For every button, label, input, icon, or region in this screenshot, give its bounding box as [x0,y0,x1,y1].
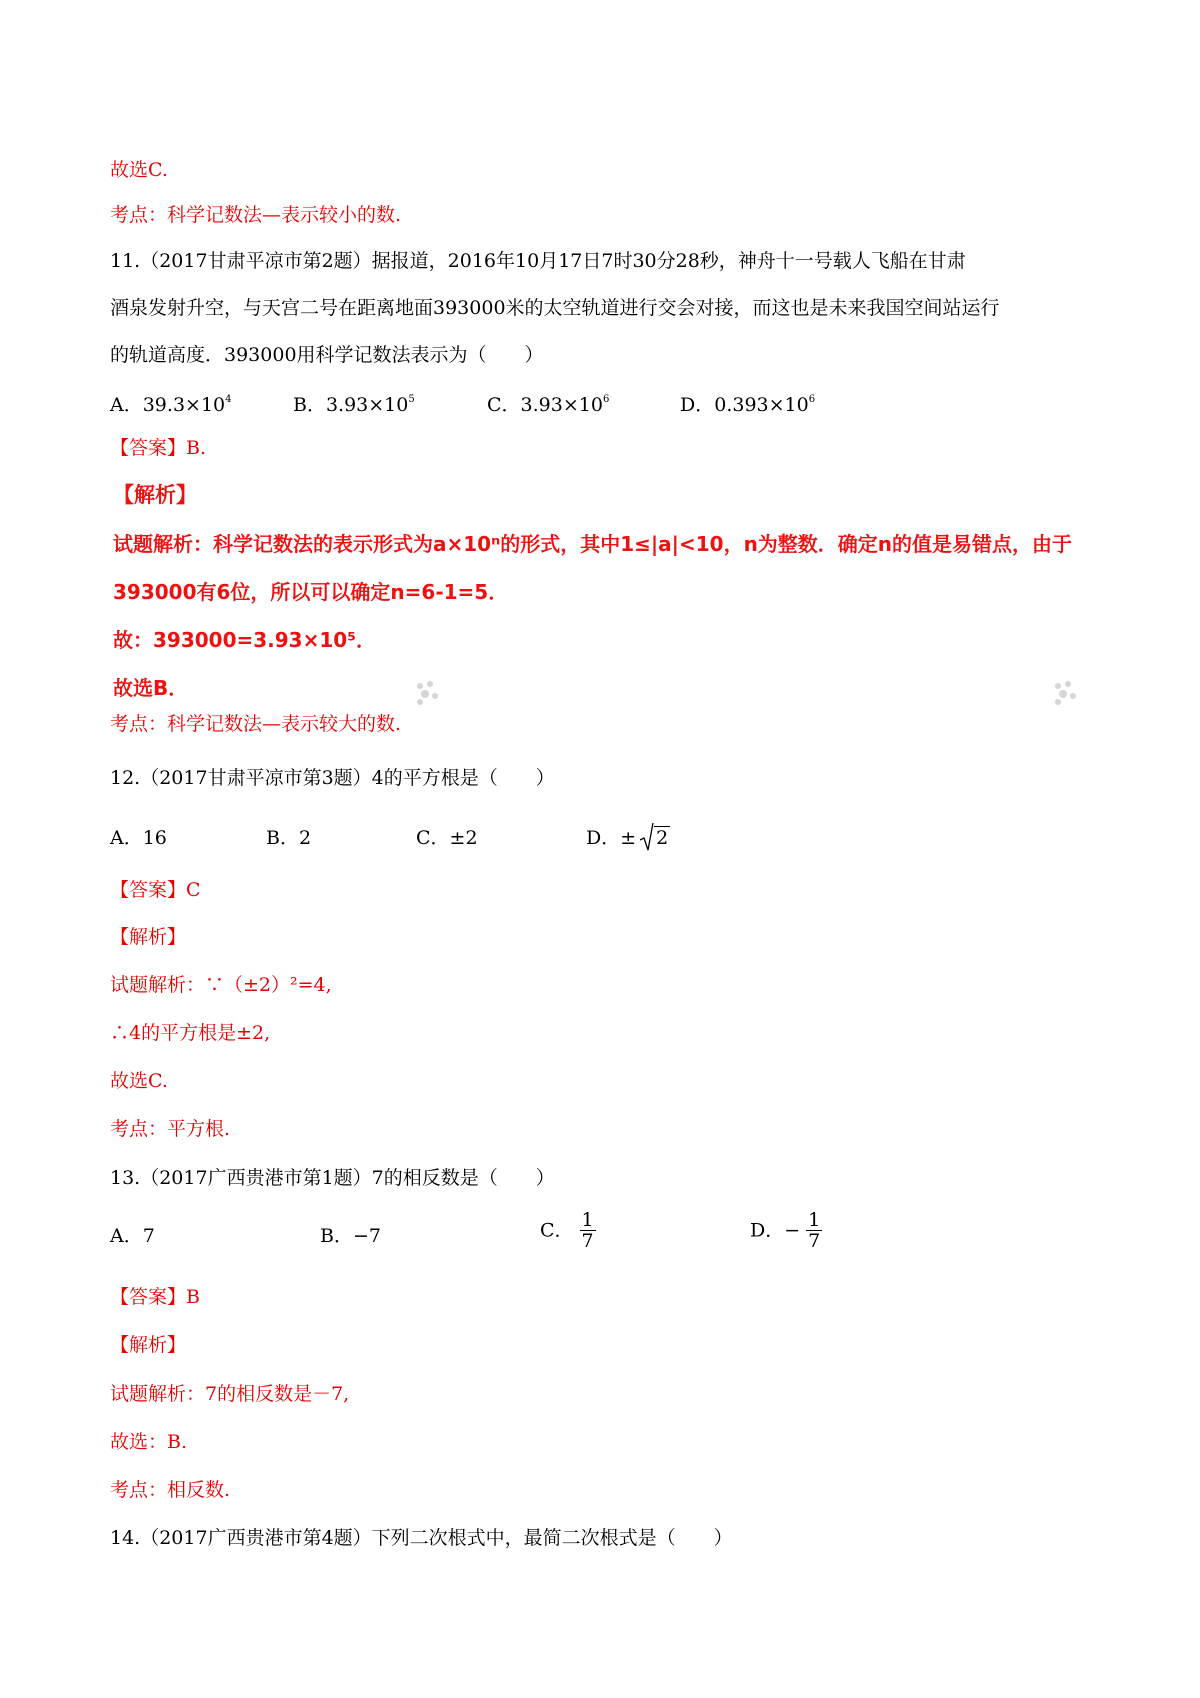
q11-stem-3: 的轨道高度．393000用科学记数法表示为（ ） [110,344,544,366]
q11-option-a-exp: 4 [225,394,232,405]
q13-option-c [540,1210,596,1251]
q12-stem: 12.（2017甘肃平凉市第3题）4的平方根是（ ） [110,767,555,789]
q11-option-b-exp: 5 [408,394,415,405]
q12-option-d-label: D．± [586,827,637,849]
q13-option-d-numerator: 1 [808,1209,821,1231]
q13-option-c-denominator: 7 [581,1230,594,1252]
q11-stem-1: 11.（2017甘肃平凉市第2题）据报道，2016年10月17日7时30分28秒，神舟十一号载人飞船在甘肃 [110,250,966,272]
q12-option-d [586,826,670,850]
q11-option-a-label: A．39.3×10 [110,394,226,416]
q13-explain-2: 故选：B. [110,1431,188,1453]
q12-explain-3: 故选C. [110,1070,168,1092]
q11-option-c [487,388,609,417]
q13-option-d-fraction [806,1210,822,1251]
watermark-mark-icon [1048,676,1082,710]
line-topic: 考点：科学记数法—表示较小的数. [110,204,402,226]
q11-explain-2: 393000有6位，所以可以确定n=6-1=5． [113,580,509,604]
q13-option-c-fraction [580,1210,596,1251]
q11-option-a [110,388,232,417]
q11-explain-4: 故选B． [113,676,189,700]
q13-stem: 13.（2017广西贵港市第1题）7的相反数是（ ） [110,1167,555,1189]
q13-topic: 考点：相反数. [110,1479,231,1501]
q11-option-d-label: D．0.393×10 [680,394,809,416]
q12-option-a: A．16 [110,827,167,849]
q11-option-d [680,388,815,417]
q13-option-d [750,1210,822,1251]
q12-explain-2: ∴4的平方根是±2, [110,1022,271,1044]
q11-explain-1: 试题解析：科学记数法的表示形式为a×10ⁿ的形式，其中1≤|a|<10，n为整数．确定n的值是易错点，由于 [113,532,1073,556]
q13-analysis-header: 【解析】 [110,1334,187,1356]
q11-option-b-label: B．3.93×10 [293,394,409,416]
q13-option-b: B．−7 [320,1225,381,1247]
q11-option-c-label: C．3.93×10 [487,394,603,416]
q11-option-d-exp: 6 [808,394,816,405]
q12-explain-1: 试题解析：∵（±2）²=4, [110,974,332,996]
q11-option-c-exp: 6 [602,394,610,405]
watermark-mark-icon [410,676,444,710]
q13-option-a: A．7 [110,1225,155,1247]
q14-stem: 14.（2017广西贵港市第4题）下列二次根式中，最简二次根式是（ ） [110,1527,733,1549]
q13-option-d-label: D．− [750,1219,801,1242]
q12-option-b: B．2 [266,827,312,849]
q12-option-c: C．±2 [416,827,478,849]
q12-answer: 【答案】C [110,879,201,901]
line-choice: 故选C. [110,159,168,181]
q11-option-b [293,388,415,417]
sqrt-sign-icon [640,826,670,850]
q11-answer: 【答案】B. [110,437,207,459]
q11-stem-2: 酒泉发射升空，与天宫二号在距离地面393000米的太空轨道进行交会对接，而这也是未来我国空间站运行 [110,297,1000,319]
q11-analysis-header: 【解析】 [113,483,197,507]
q13-option-c-label: C． [540,1219,574,1242]
q12-analysis-header: 【解析】 [110,926,187,948]
q13-answer: 【答案】B [110,1286,200,1308]
q13-option-c-numerator: 1 [581,1209,594,1231]
q11-topic: 考点：科学记数法—表示较大的数. [110,713,402,735]
q12-option-d-radicand: 2 [656,827,669,849]
q12-topic: 考点：平方根. [110,1118,231,1140]
q11-explain-3: 故：393000=3.93×10⁵． [113,628,376,652]
q13-option-d-denominator: 7 [808,1230,821,1252]
q13-explain-1: 试题解析：7的相反数是－7, [110,1383,350,1405]
